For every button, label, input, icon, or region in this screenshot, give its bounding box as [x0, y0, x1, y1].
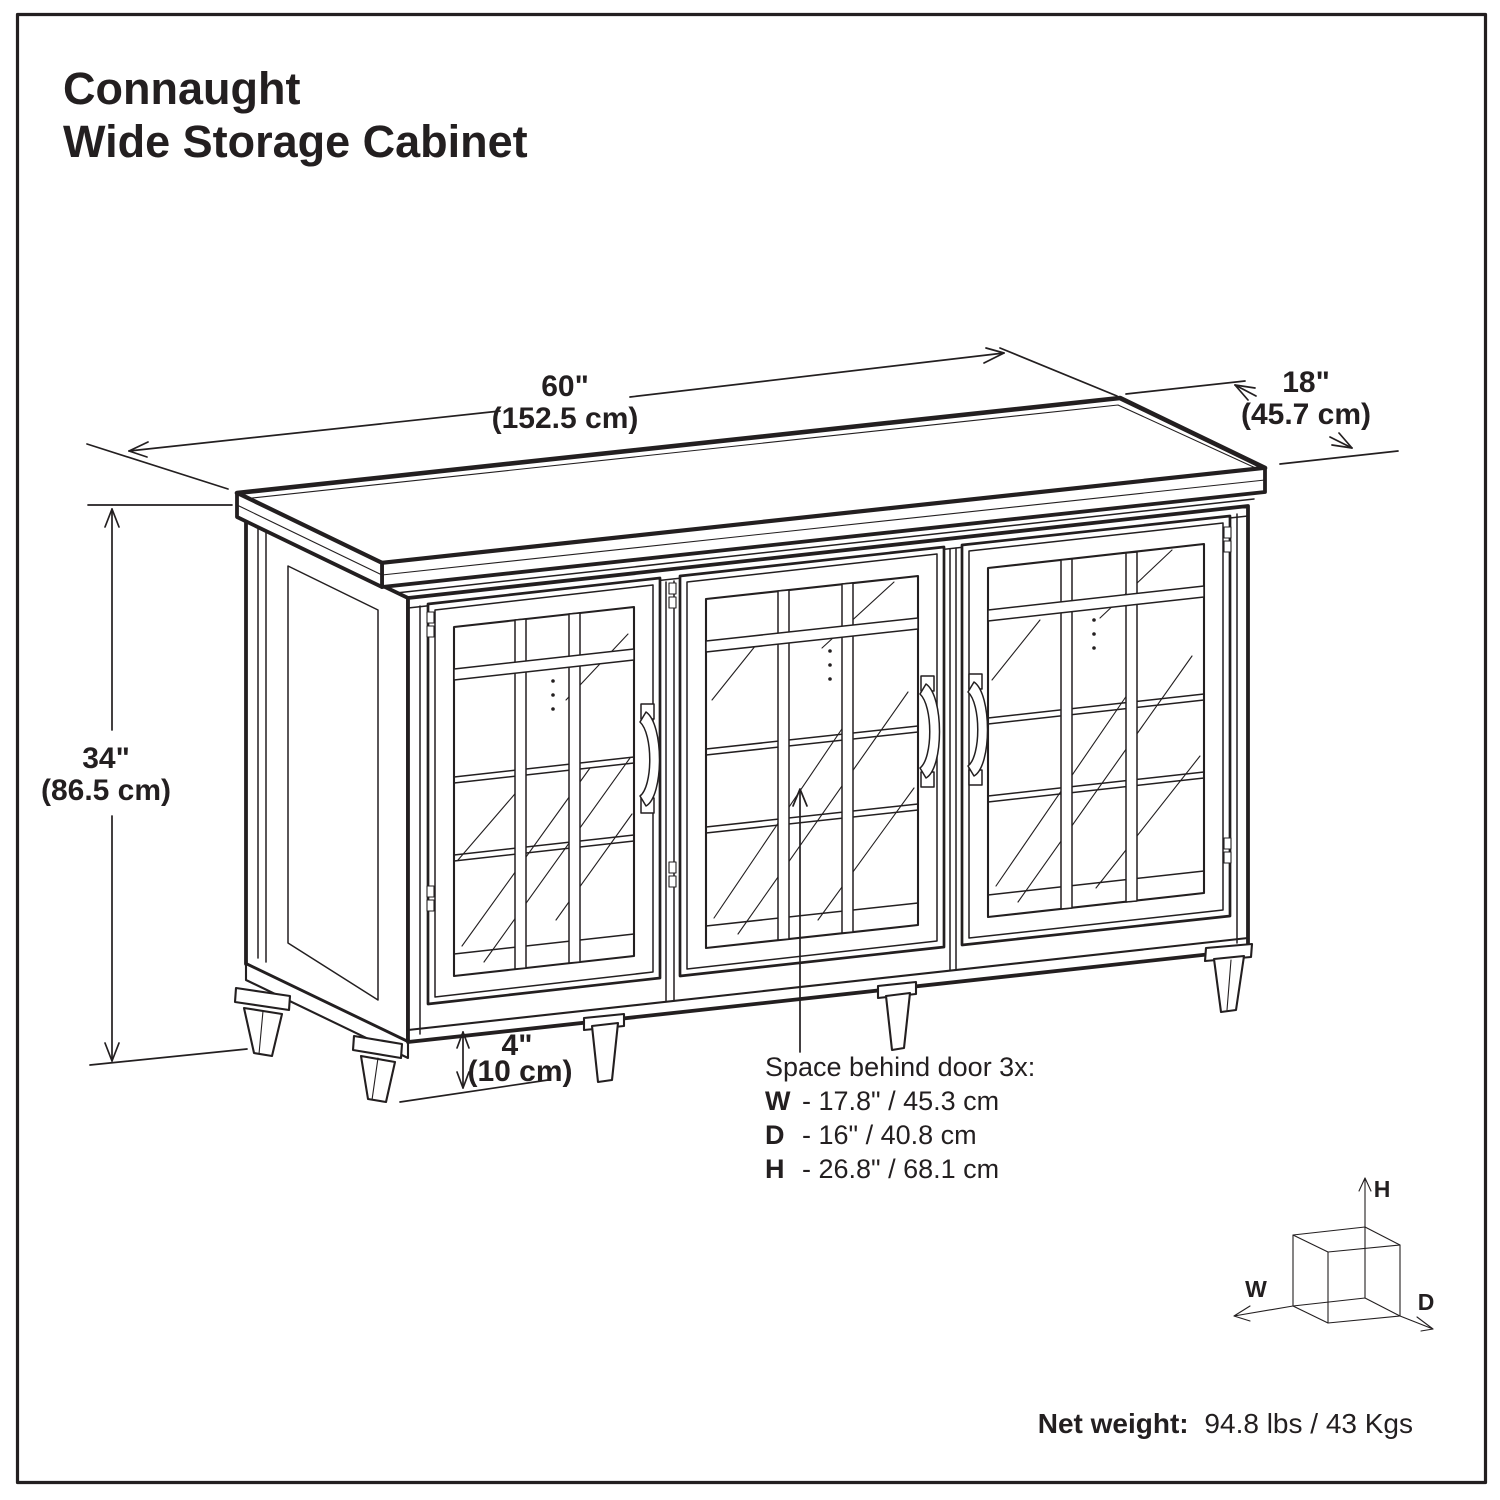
middle-door: [669, 547, 944, 976]
left-door: [427, 578, 660, 1004]
height-label-imperial: 34": [82, 742, 130, 775]
height-label-metric: (86.5 cm): [40, 774, 172, 807]
clearance-value-d: - 16" / 40.8 cm: [802, 1120, 977, 1150]
clearance-value-w: - 17.8" / 45.3 cm: [802, 1086, 1000, 1116]
clearance-key-d: D: [765, 1120, 785, 1150]
orientation-cube-icon: [1234, 1176, 1434, 1331]
page-title: [63, 63, 528, 167]
width-label-metric: (152.5 cm): [491, 402, 639, 435]
depth-extension-top: [1126, 381, 1245, 394]
leg-back-left: [235, 988, 290, 1056]
leg-front-right: [1205, 944, 1252, 1012]
net-weight: [1038, 1408, 1413, 1439]
cube-top-face: [1293, 1227, 1400, 1252]
width-extension-right: [1000, 348, 1117, 396]
depth-extension-bottom: [1280, 451, 1398, 464]
title-line-2: Wide Storage Cabinet: [63, 116, 528, 167]
depth-label-imperial: 18": [1282, 366, 1330, 399]
width-label-imperial: 60": [541, 370, 589, 403]
width-extension-left: [87, 444, 228, 489]
net-weight-label: Net weight:: [1037, 1408, 1189, 1439]
cube-bottom-face: [1293, 1298, 1400, 1323]
leg-middle-right: [878, 982, 916, 1050]
clearance-key-h: H: [765, 1154, 785, 1184]
depth-label-metric: (45.7 cm): [1240, 398, 1372, 431]
clearance-key-w: W: [765, 1086, 791, 1116]
cube-axis-d: [1400, 1316, 1433, 1331]
cube-label-h: H: [1373, 1176, 1391, 1202]
side-panel-face: [246, 520, 408, 1042]
cube-axis-h: [1359, 1178, 1371, 1227]
right-door: [962, 516, 1231, 945]
clearance-value-h: - 26.8" / 68.1 cm: [802, 1154, 1000, 1184]
net-weight-value: 94.8 lbs / 43 Kgs: [1204, 1408, 1413, 1439]
title-line-1: Connaught: [63, 63, 301, 114]
cabinet-left-side-panel: [246, 520, 408, 1058]
leg-front-left: [353, 1036, 402, 1102]
cabinet-illustration: [235, 398, 1265, 1102]
cube-label-w: W: [1245, 1276, 1267, 1302]
leg-label-metric: (10 cm): [467, 1055, 573, 1088]
cube-vertical-edges: [1293, 1227, 1400, 1323]
leg-label-imperial: 4": [501, 1029, 533, 1062]
leg-middle-left: [584, 1014, 624, 1082]
clearance-heading: Space behind door 3x:: [765, 1052, 1036, 1082]
cube-axis-w: [1234, 1306, 1293, 1321]
cube-label-d: D: [1417, 1289, 1435, 1315]
